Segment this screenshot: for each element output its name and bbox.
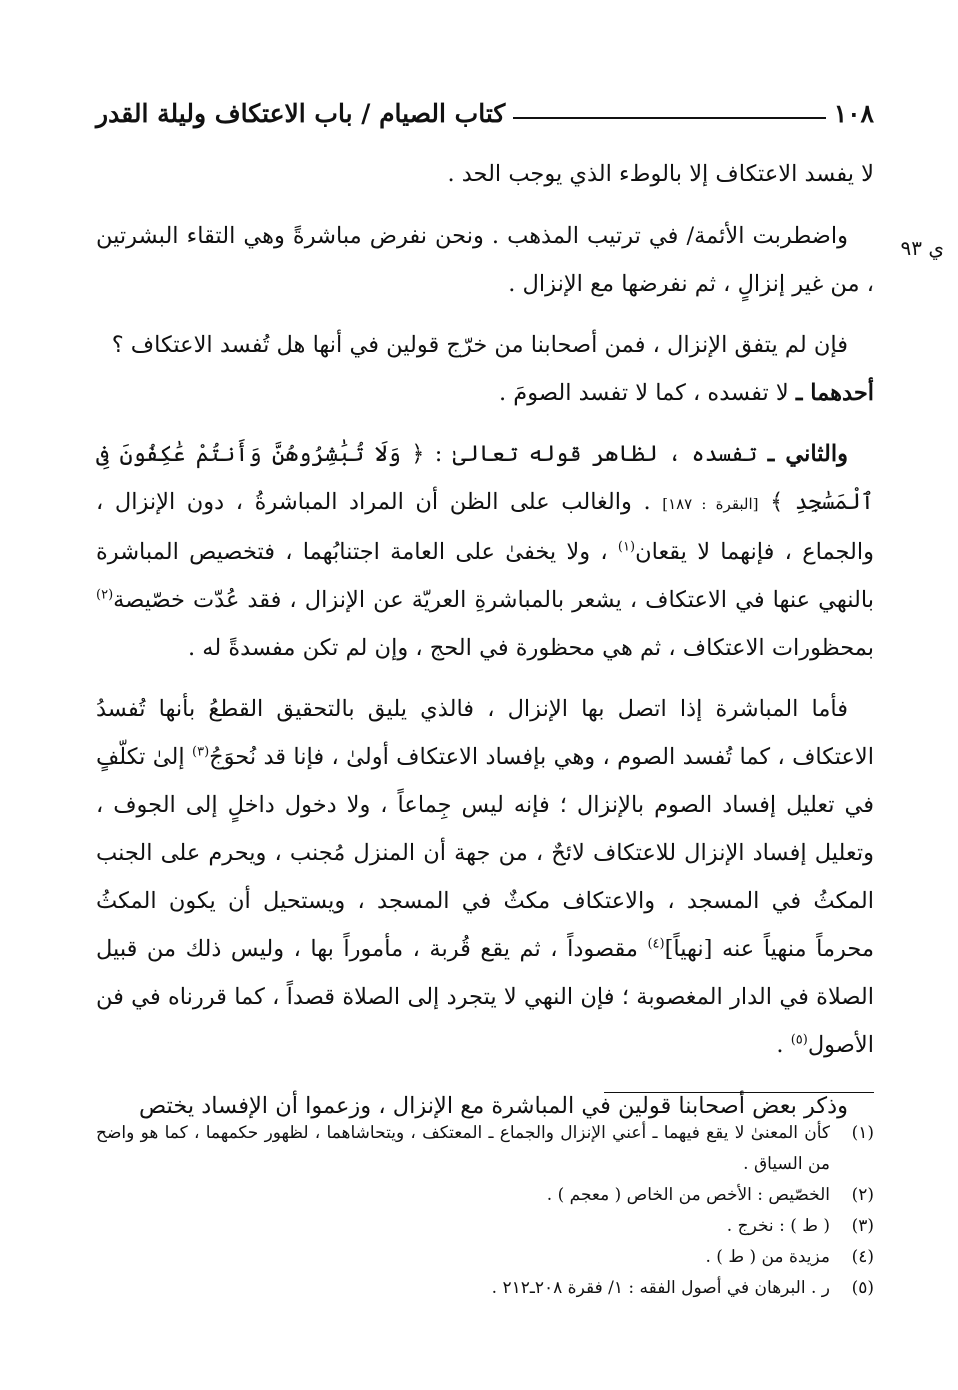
footnote-3 [96, 1211, 874, 1242]
first-view-text: لا تفسده ، كما لا تفسد الصومَ . [498, 380, 796, 406]
paragraph-3-line-1: فإن لم يتفق الإنزال ، فمن أصحابنا من خرّج قولين في أنها هل تُفسد الاعتكاف ؟ [111, 332, 848, 358]
paragraph-5-text-a: فأما المباشرة إذا اتصل بها الإنزال ، فالذي يليق بالتحقيق القطعُ بأنها تُفسدُ الاعتكاف ، كما تُفسد الصوم ، وهي بإفساد الاعتكاف أولىٰ ، فإنا قد نُحوَجُ [96, 696, 874, 770]
second-view-text-c: ، ولا يخفىٰ على العامة اجتنابُهما ، فتخصيص المباشرة بالنهي عنها في الاعتكاف ، يشعر بالمباشرةِ العريّة عن الإنزال ، فقد عُدّت خصّيصة [96, 539, 874, 613]
footnote-2 [96, 1180, 874, 1211]
paragraph-3 [96, 321, 874, 417]
second-view-text-d: بمحظورات الاعتكاف ، ثم هي محظورة في الحج ، وإن لم تكن مفسدةً له . [187, 635, 874, 661]
paragraph-4 [96, 430, 874, 672]
running-header [96, 96, 874, 130]
quran-reference: [البقرة : ١٨٧] [662, 495, 759, 513]
footnote-marker-4: (٤) [647, 936, 665, 952]
footnote-separator-line [604, 1092, 874, 1093]
footnotes [96, 1118, 874, 1304]
second-view-label: والثاني ـ [767, 441, 848, 467]
footnote-text: مزيدة من ( ط ) . [705, 1247, 830, 1267]
footnote-4 [96, 1242, 874, 1273]
footnote-text: كأن المعنىٰ لا يقع فيهما ـ أعني الإنزال والجماع ـ المعتكف ، ويتحاشاهما ، لظهور حكمهما ، كما هو واضح من السياق . [96, 1123, 830, 1174]
footnote-marker-3: (٣) [192, 744, 210, 760]
margin-note: ي ٩٣ [900, 236, 944, 260]
footnote-text: ر . البرهان في أصول الفقه : ١/ فقرة ٢٠٨ـ٢١٢ . [491, 1278, 830, 1298]
paragraph-5-text-c: مقصوداً ، ثم يقع قُربة ، مأموراً بها ، وليس ذلك من قبيل الصلاة في الدار المغصوبة ؛ فإن النهي لا يتجرد إلى الصلاة قصداً ، كما قررناه في فن الأصول [96, 936, 874, 1058]
footnote-marker-2: (٢) [96, 587, 114, 603]
main-text [96, 150, 874, 1143]
footnote-number: (٤) [851, 1247, 874, 1267]
footnote-number: (٣) [851, 1216, 874, 1236]
footnote-marker-1: (١) [617, 539, 636, 555]
first-view-label: أحدهما ـ [795, 380, 874, 406]
footnote-number: (١) [851, 1123, 874, 1143]
paragraph-5-text-b: إلىٰ تكلّفٍ في تعليل إفساد الصوم بالإنزال ؛ فإنه ليس جِماعاً ، ولا دخول داخلٍ إلى الجوف ، وتعليل إفساد الإنزال للاعتكاف لائحٌ ، من جهة أن المنزل مُجنب ، ويحرم على الجنب المكثُ في المسجد ، والاعتكاف مكثٌ في المسجد ، ويستحيل أن يكون المكثُ محرماً منهياً عنه [نهياً] [96, 744, 875, 962]
paragraph-5-text-d: . [776, 1032, 791, 1058]
footnote-1 [96, 1118, 874, 1180]
second-view-text-a: تفسده ، لظاهر قوله تعالىٰ : ﴿ وَلَا تُبَٰشِرُوهُنَّ وَأَنتُمْ عَٰكِفُونَ فِى ٱلْمَسَٰجِدِ ﴾ [96, 441, 874, 515]
running-title: كتاب الصيام / باب الاعتكاف وليلة القدر [96, 98, 506, 128]
paragraph-6: وذكر بعض أصحابنا قولين في المباشرة مع الإنزال ، وزعموا أن الإفساد يختص [138, 1093, 848, 1119]
footnote-text: ( ط ) : نخرج . [726, 1216, 830, 1236]
footnote-number: (٢) [851, 1185, 874, 1205]
footnote-5 [96, 1273, 874, 1304]
footnote-number: (٥) [851, 1278, 874, 1298]
header-rule [513, 117, 825, 119]
footnote-marker-5: (٥) [790, 1032, 808, 1048]
footnote-text: الخصّيص : الأخص من الخاص ( معجم ) . [546, 1185, 830, 1205]
paragraph-5 [96, 685, 874, 1069]
paragraph-2: واضطربت الأئمة/ في ترتيب المذهب . ونحن نفرض مباشرةً وهي التقاء البشرتين ، من غير إنزالٍ ، ثم نفرضها مع الإنزال . [96, 223, 874, 297]
paragraph-1: لا يفسد الاعتكاف إلا بالوطء الذي يوجب الحد . [447, 161, 874, 187]
second-view-text-b: . والغالب على الظن أن المراد المباشرةُ ، دون الإنزال ، والجماع ، فإنهما لا يقعان [96, 489, 874, 565]
page-number: ١٠٨ [833, 98, 874, 128]
